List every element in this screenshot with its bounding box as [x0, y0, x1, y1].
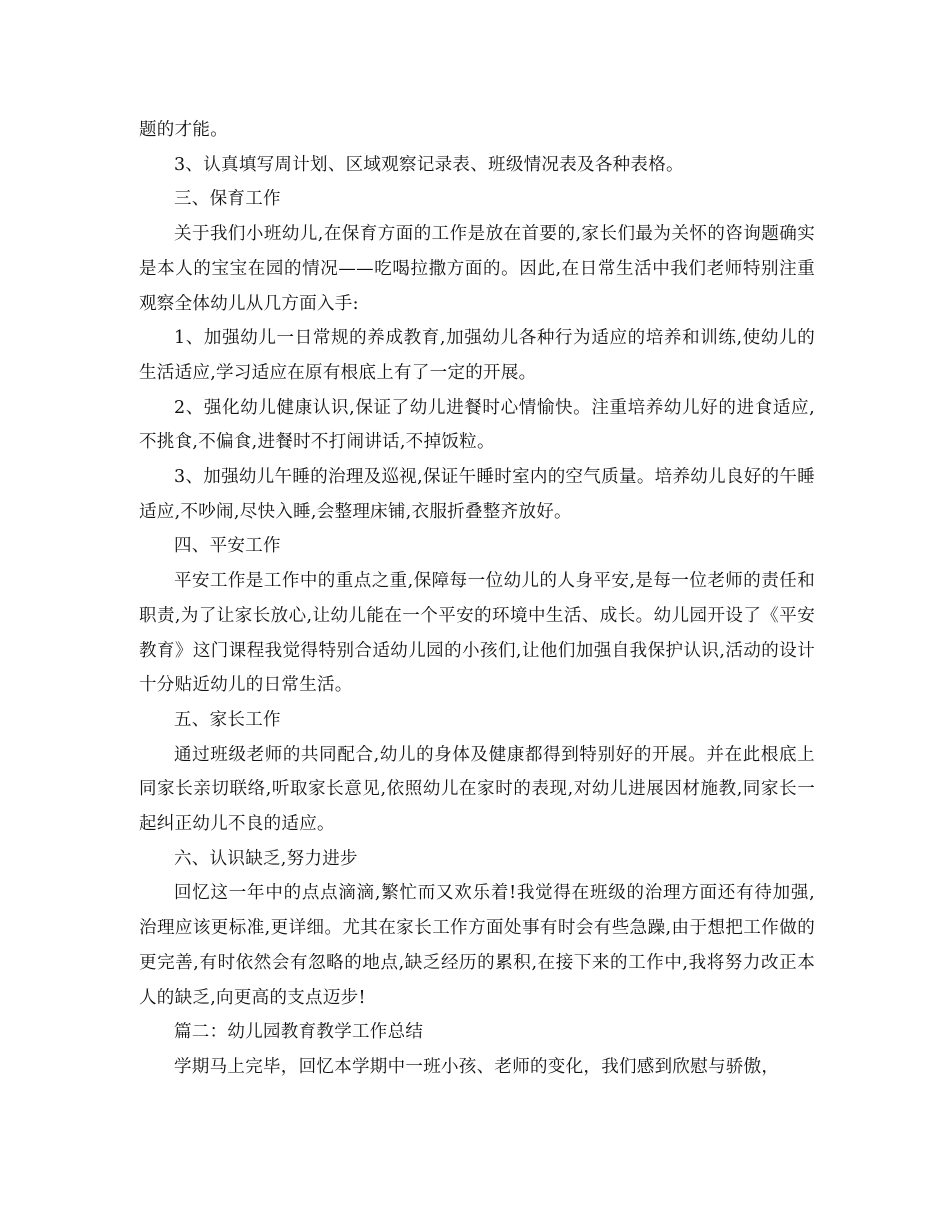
paragraph-care-intro: 关于我们小班幼儿,在保育方面的工作是放在首要的,家长们最为关怀的咨询题确实是本人的宝宝在园的情况——吃喝拉撒方面的。因此,在日常生活中我们老师特别注重观察全体幼儿从几方面入手: [139, 224, 815, 314]
section-heading-shortcomings: 六、认识缺乏,努力进步 [174, 848, 358, 869]
paragraph-safety: 平安工作是工作中的重点之重,保障每一位幼儿的人身平安,是每一位老师的责任和职责,为了让家长放心,让幼儿能在一个平安的环境中生活、成长。幼儿园开设了《平安教育》这门课程我觉得特别合适幼儿园的小孩们,让他们加强自我保护认识,活动的设计十分贴近幼儿的日常生活。 [139, 571, 815, 696]
section-heading-part-two: 篇二：幼儿园教育教学工作总结 [174, 1022, 424, 1043]
paragraph-part-two-intro: 学期马上完毕，回忆本学期中一班小孩、老师的变化，我们感到欣慰与骄傲， [174, 1056, 780, 1077]
paragraph-parent: 通过班级老师的共同配合,幼儿的身体及健康都得到特别好的开展。并在此根底上同家长亲切联络,听取家长意见,依照幼儿在家时的表现,对幼儿进展因材施教,同家长一起纠正幼儿不良的适应。 [139, 744, 815, 835]
section-heading-safety-work: 四、平安工作 [174, 536, 281, 557]
document-body [139, 113, 815, 1085]
paragraph-item-3-forms: 3、认真填写周计划、区域观察记录表、班级情况表及各种表格。 [174, 154, 684, 175]
paragraph-shortcomings: 回忆这一年中的点点滴滴,繁忙而又欢乐着!我觉得在班级的治理方面还有待加强,治理应该更标准,更详细。尤其在家长工作方面处事有时会有些急躁,由于想把工作做的更完善,有时依然会有忽略的地点,缺乏经历的累积,在接下来的工作中,我将努力改正本人的缺乏,向更高的支点迈步! [139, 883, 815, 1008]
section-heading-care-work: 三、保育工作 [174, 189, 281, 210]
section-heading-parent-work: 五、家长工作 [174, 709, 281, 730]
paragraph-care-item-1: 1、加强幼儿一日常规的养成教育,加强幼儿各种行为适应的培养和训练,使幼儿的生活适应,学习适应在原有根底上有了一定的开展。 [139, 328, 815, 383]
paragraph-continuation: 题的才能。 [139, 120, 228, 140]
paragraph-care-item-3: 3、加强幼儿午睡的治理及巡视,保证午睡时室内的空气质量。培养幼儿良好的午睡适应,不吵闹,尽快入睡,会整理床铺,衣服折叠整齐放好。 [139, 467, 815, 522]
paragraph-care-item-2: 2、强化幼儿健康认识,保证了幼儿进餐时心情愉快。注重培养幼儿好的进食适应,不挑食,不偏食,进餐时不打闹讲话,不掉饭粒。 [139, 397, 815, 453]
